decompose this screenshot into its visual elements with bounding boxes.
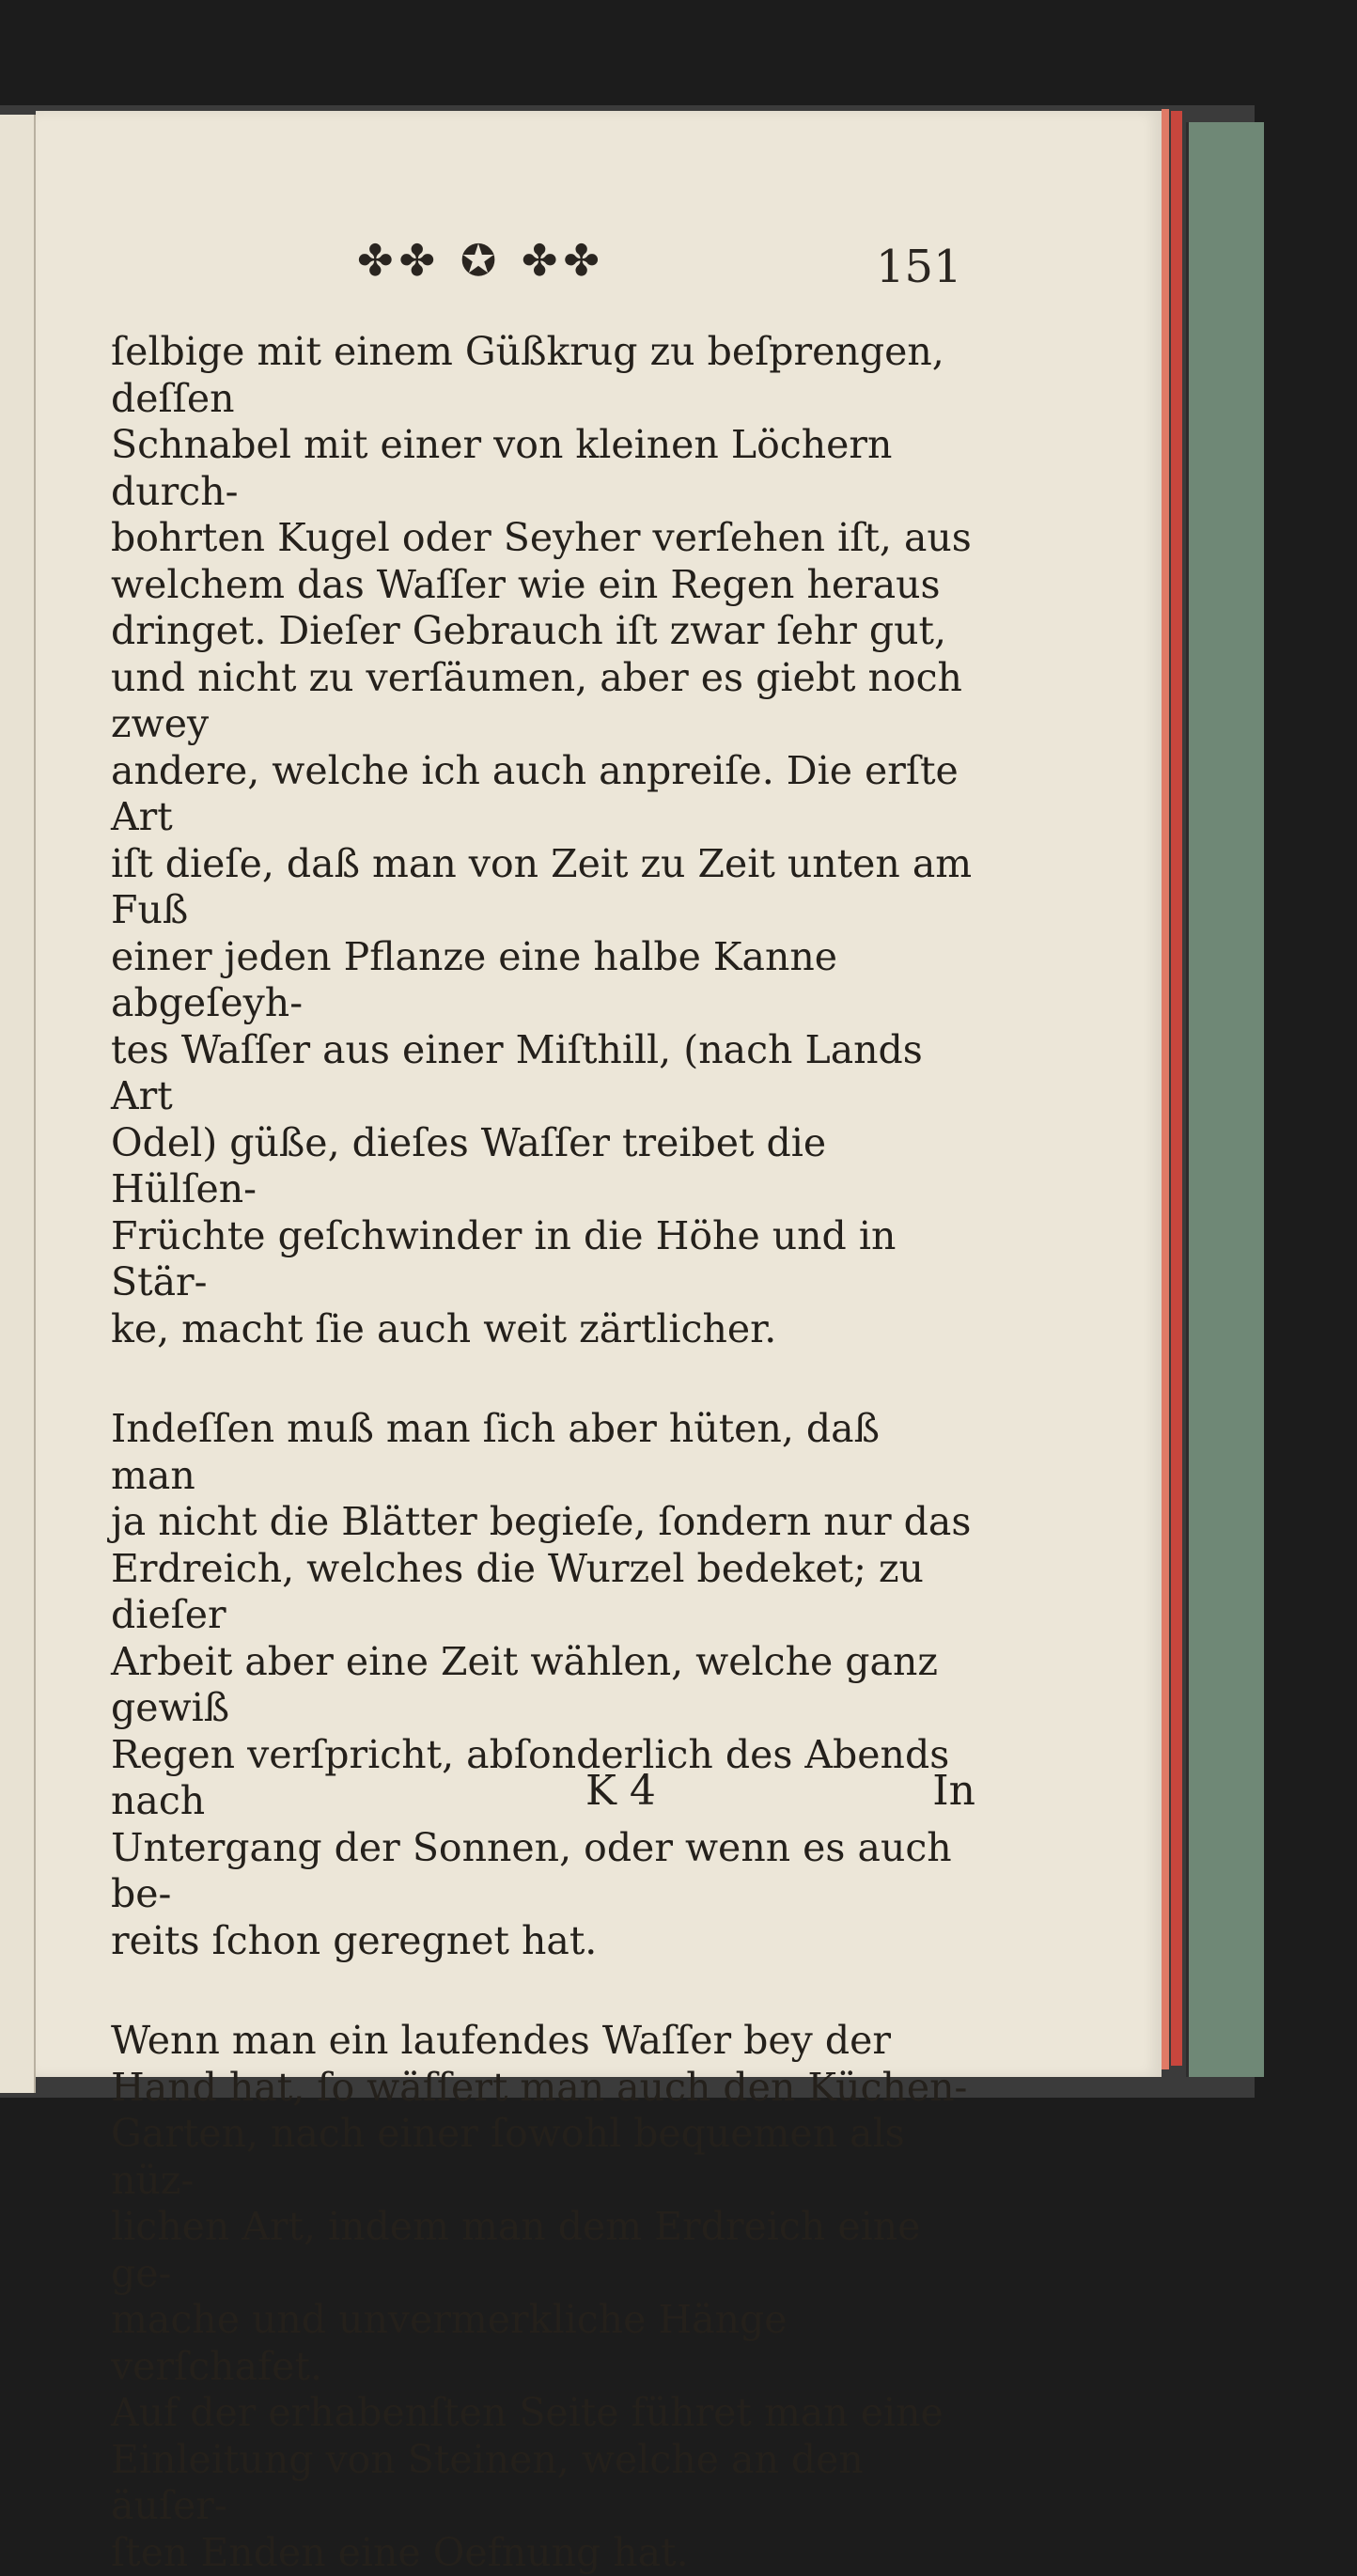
page-edge-red-light	[1162, 109, 1169, 2069]
page-header	[357, 235, 968, 301]
paragraph-1: ſelbige mit einem Güßkrug zu beſprengen, deſſen Schnabel mit einer von kleinen Löchern durch- bohrten Kugel oder Seyher verſehen iſt, aus welchem das Waſſer wie ein Regen heraus dringet. Dieſer Gebrauch iſt zwar ſehr gut, und nicht zu verſäumen, aber es giebt noch zwey andere, welche ich auch anpreiſe. Die erſte Art iſt dieſe, daß man von Zeit zu Zeit unten am Fuß einer jeden Pflanze eine halbe Kanne abgeſeyh- tes Waſſer aus einer Miſthill, (nach Lands Art Odel) güße, dieſes Waſſer treibet die Hülſen- Früchte geſchwinder in die Höhe und in Stär- ke, macht ſie auch weit zärtlicher.	[111, 329, 973, 1351]
page-edge-red	[1171, 111, 1182, 2066]
catchword: In	[932, 1767, 975, 1815]
page-footer	[111, 1767, 975, 1823]
header-ornament: ✤✤ ✪ ✤✤	[357, 235, 605, 286]
page-number: 151	[876, 241, 962, 293]
paragraph-3: Wenn man ein laufendes Waſſer bey der Hand hat, ſo wäſſert man auch den Küchen- Garten, nach einer ſowohl bequemen als nüz- lichen Art, indem man dem Erdreich eine ge- mache und unvermerkliche Hänge verſchafet. Auf der erhabenſten Seite führet man eine Einleitung von Steinen, welche an den äuſer- ſten Enden eine Oefnung hat.	[111, 2018, 968, 2575]
book-edge-green	[1186, 122, 1264, 2077]
facing-page-edge	[0, 115, 36, 2093]
paragraph-2: Indeſſen muß man ſich aber hüten, daß man ja nicht die Blätter begieſe, ſondern nur das Erdreich, welches die Wurzel bedeket; zu dieſer Arbeit aber eine Zeit wählen, welche ganz gewiß Regen verſpricht, abſonderlich des Abends nach Untergang der Sonnen, oder wenn es auch be- reits ſchon geregnet hat.	[111, 1406, 972, 1963]
body-text	[111, 329, 975, 2576]
signature-mark: K 4	[585, 1767, 656, 1815]
